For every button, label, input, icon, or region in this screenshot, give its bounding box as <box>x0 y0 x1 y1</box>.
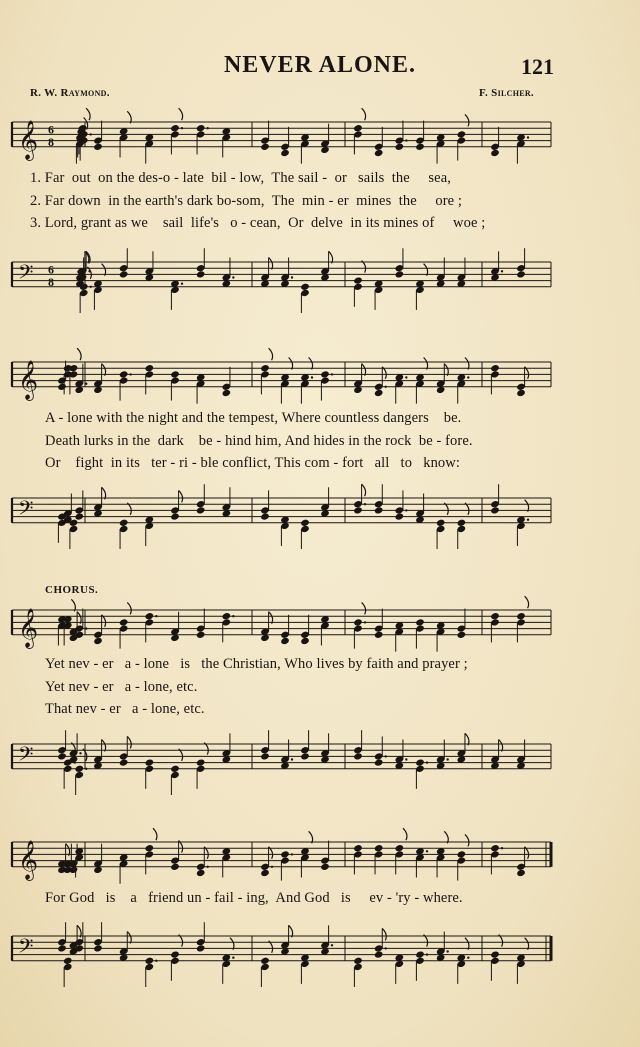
time-signature: 6 8 <box>48 122 54 149</box>
verse-line: For God is a friend un - fail - ing, And God is ev - 'ry - where. <box>45 890 463 906</box>
chorus-label: CHORUS. <box>45 584 99 596</box>
treble-staff-3 <box>0 596 640 656</box>
treble-clef-icon: 𝄞 <box>18 607 39 648</box>
verse-line: 1. Far out on the des-o - late bil - low, The sail - or sails the sea, <box>30 170 451 186</box>
bass-staff-3 <box>0 730 640 790</box>
treble-clef-icon: 𝄞 <box>18 119 39 160</box>
verse-line: 2. Far down in the earth's dark bo-som, The min - er mines the ore ; <box>30 193 463 209</box>
page-number: 121 <box>521 54 554 79</box>
time-signature: 6 8 <box>48 262 54 289</box>
bass-clef-icon: 𝄢 <box>18 934 34 963</box>
bass-clef-icon: 𝄢 <box>18 260 34 289</box>
treble-clef-icon: 𝄞 <box>18 839 39 880</box>
bass-clef-icon: 𝄢 <box>18 742 34 771</box>
treble-staff-4 <box>0 828 640 888</box>
verse-line: 3. Lord, grant as we sail life's o - cean, Or delve in its mines of woe ; <box>30 215 486 231</box>
treble-staff-2 <box>0 348 640 408</box>
verse-line: That nev - er a - lone, etc. <box>45 701 205 717</box>
verse-line: Yet nev - er a - lone, etc. <box>45 679 198 695</box>
bass-staff-4 <box>0 922 640 982</box>
bass-clef-icon: 𝄢 <box>18 496 34 525</box>
author-credit: R. W. Raymond. <box>30 87 110 99</box>
composer-credit: F. Silcher. <box>479 87 534 99</box>
treble-staff-1 <box>0 108 640 168</box>
treble-clef-icon: 𝄞 <box>18 359 39 400</box>
verse-line: Yet nev - er a - lone is the Christian, Who lives by faith and prayer ; <box>45 656 468 672</box>
hymn-title: NEVER ALONE. <box>223 52 417 78</box>
verse-line: Death lurks in the dark be - hind him, And hides in the rock be - fore. <box>45 433 473 449</box>
verse-line: Or fight in its ter - ri - ble conflict, This com - fort all to know: <box>45 455 460 471</box>
verse-line: A - lone with the night and the tempest, Where countless dangers be. <box>45 410 462 426</box>
bass-staff-2 <box>0 484 640 544</box>
bass-staff-1 <box>0 248 640 308</box>
